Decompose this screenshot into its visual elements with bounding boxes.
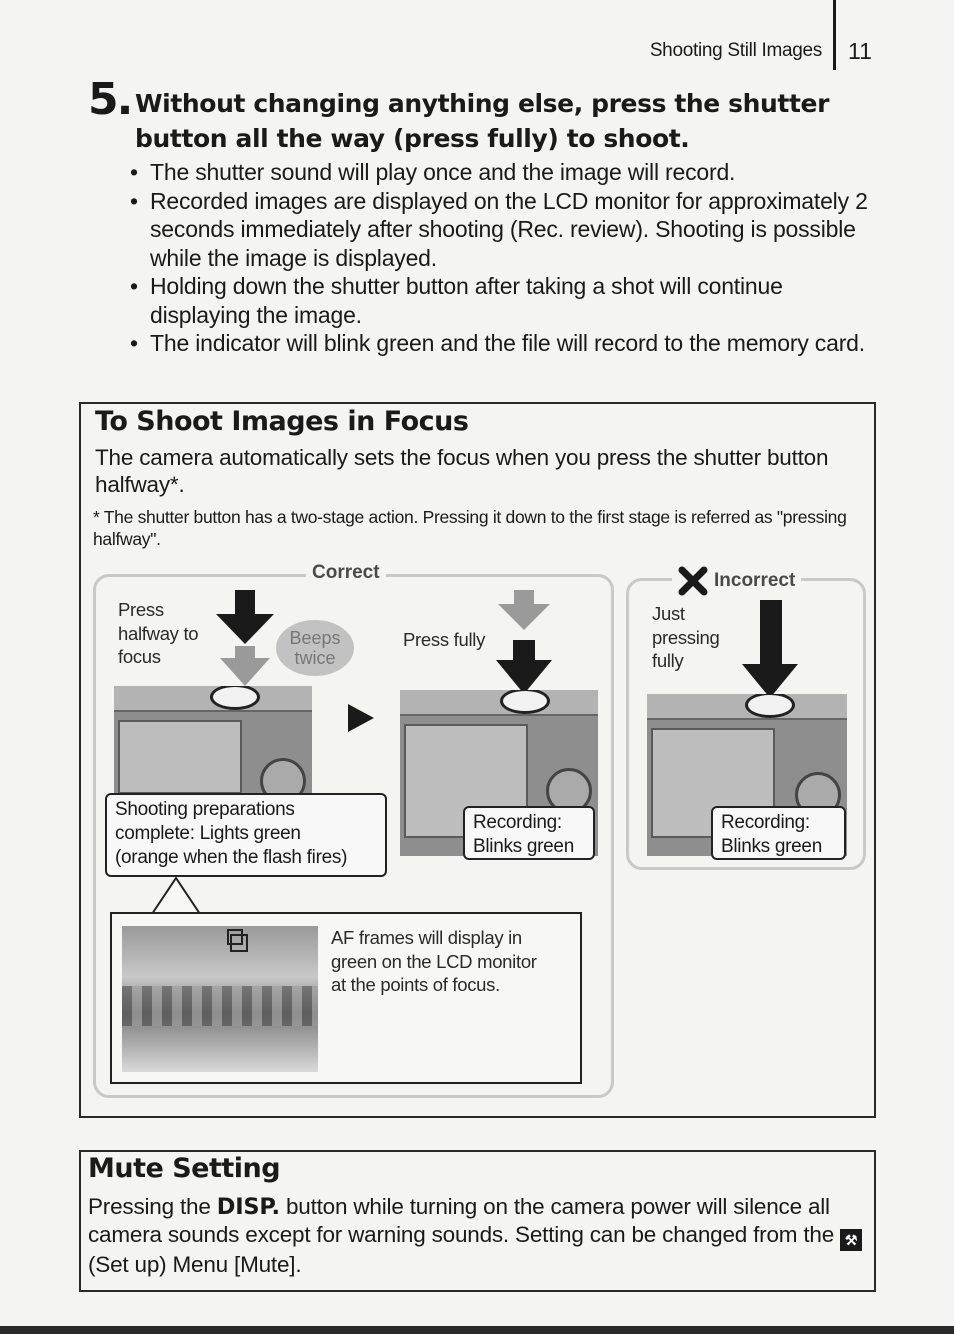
full-press-arrow-icon: [494, 590, 554, 696]
caption-line: fully: [652, 650, 684, 671]
wrench-icon: ⚒: [840, 1229, 862, 1251]
step2-caption: Press fully: [403, 629, 486, 650]
bullet-item: • Recorded images are displayed on the LCD monitor for approximately 2 seconds immediately after shooting (Rec. review). Shooting is possible while the image is displayed.: [128, 187, 888, 273]
caption-line: Just: [652, 603, 685, 624]
disp-label: DISP.: [216, 1194, 280, 1220]
beach-photo: [122, 926, 318, 1072]
callout-pointer: [150, 876, 210, 916]
caption-line: Press: [118, 599, 164, 620]
status-line: complete: Lights green: [115, 823, 301, 844]
step-number: 5.: [88, 74, 132, 125]
step2-status: [463, 806, 595, 860]
caption-line: halfway to: [118, 622, 199, 644]
status-line: (orange when the flash fires): [115, 847, 348, 868]
bullet-item: • The indicator will blink green and the file will record to the memory card.: [128, 329, 888, 358]
correct-label: Correct: [306, 562, 386, 584]
incorrect-caption: [652, 602, 720, 673]
page-number: 11: [848, 38, 872, 64]
step1-caption: [118, 598, 198, 669]
header-divider: [833, 0, 836, 70]
focus-title: To Shoot Images in Focus: [95, 406, 469, 437]
af-line: at the points of focus.: [331, 974, 500, 995]
beeps-bubble: [276, 620, 354, 676]
mute-body: [88, 1193, 868, 1279]
focus-footnote: * The shutter button has a two-stage action. Pressing it down to the first stage is referred as "pressing halfway".: [93, 507, 847, 549]
incorrect-label: Incorrect: [714, 570, 796, 591]
focus-body: The camera automatically sets the focus when you press the shutter button halfway*.: [95, 445, 829, 497]
full-press-arrow-icon: [740, 600, 800, 700]
af-line: AF frames will display in: [331, 927, 522, 948]
beeps-line: twice: [294, 648, 336, 668]
status-line: Blinks green: [721, 836, 822, 857]
status-line: Blinks green: [473, 836, 574, 857]
half-press-arrow-icon: [212, 590, 278, 690]
af-line: green on the LCD monitor: [331, 950, 537, 972]
bullet-item: • The shutter sound will play once and the image will record.: [128, 158, 888, 187]
mute-text: button while turning on the camera power will silence all camera sounds except for warning sounds. Setting can be changed from the: [88, 1194, 841, 1247]
status-line: Recording:: [721, 812, 810, 833]
scan-edge: [0, 1326, 954, 1334]
cross-icon: [678, 566, 708, 596]
step1-status: [105, 793, 387, 877]
incorrect-status: [711, 806, 846, 860]
step-title: Without changing anything else, press the shutter button all the way (press fully) to shoot.: [135, 89, 830, 153]
step-bullets: [128, 158, 888, 358]
mute-text: Pressing the: [88, 1194, 217, 1219]
status-line: Recording:: [473, 812, 562, 833]
af-text: [331, 926, 537, 997]
beeps-line: Beeps: [289, 628, 341, 648]
caption-line: focus: [118, 646, 161, 667]
incorrect-label-wrap: [672, 566, 801, 596]
mute-title: Mute Setting: [88, 1153, 281, 1184]
caption-line: pressing: [652, 626, 720, 648]
mute-text: (Set up) Menu [Mute].: [88, 1252, 302, 1277]
status-line: Shooting preparations: [115, 799, 295, 820]
bullet-item: • Holding down the shutter button after taking a shot will continue displaying the image.: [128, 272, 888, 329]
camera-illustration: [114, 686, 312, 794]
play-arrow-icon: [344, 702, 376, 734]
af-frame-icon: [226, 928, 244, 946]
section-title: Shooting Still Images: [649, 40, 822, 61]
